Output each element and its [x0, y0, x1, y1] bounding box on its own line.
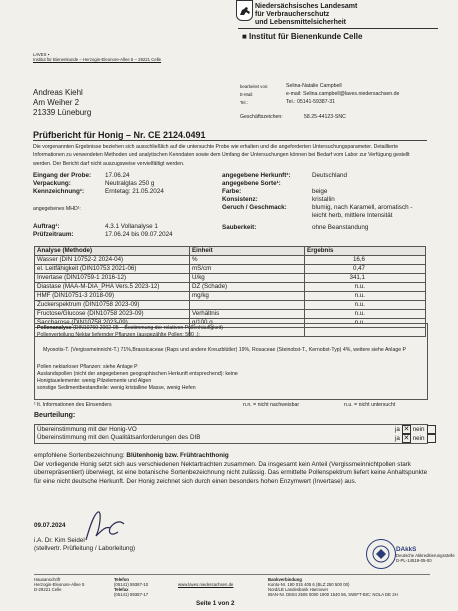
table-row — [35, 274, 426, 283]
row-unit: Verhältnis — [190, 310, 305, 319]
test-period-label: Prüfzeitraum: — [33, 231, 74, 238]
sender-address: Institut für Bienenkunde – Herzogin-Eleonore-Allee 5 – 29221 Celle — [33, 57, 162, 62]
origin-value: Deutschland — [312, 172, 348, 179]
test-period-value: 17.06.24 bis 09.07.2024 — [105, 231, 173, 238]
table-header-row — [35, 247, 426, 256]
dakks-label: DAkkS — [396, 546, 417, 553]
phone-label: Tel.: — [240, 100, 248, 105]
intro-paragraph: Die vorgenannten Ergebnisse beziehen sich ausschließlich auf die untersuchte Probe wie erhalten und die angeforderten Untersuchungsparameter. Detaillierte Informationen zu verwendeten Methoden und analytischen Kenndaten sowie dem Umfang der Untersuchungen können bei Bedarf vom Labor zur Verfügung gestellt werden. Der Bericht darf nicht auszugsweise vervielfältigt werden. — [33, 144, 410, 167]
table-row — [35, 301, 426, 310]
variety-label: angegebene Sorte¹: — [222, 180, 281, 187]
footer-address-line1: Hausanschrift — [34, 577, 61, 582]
table-row — [35, 310, 426, 319]
pollen-title-bold: Pollenanalyse — [37, 325, 72, 331]
row-result: n.u. — [305, 301, 426, 310]
lower-saxony-horse-logo — [236, 0, 253, 21]
sender-label: LAVES ▪ — [33, 52, 50, 57]
table-row — [35, 283, 426, 292]
col-result: Ergebnis — [305, 247, 426, 256]
marking-value: Erntetag: 21.05.2024 — [105, 188, 164, 195]
footer-address-line3: D-29221 Celle — [34, 587, 62, 592]
row-unit: DZ (Schade) — [190, 283, 305, 292]
assessment-row-1-label: Übereinstimmung mit der Honig-VO — [37, 426, 137, 433]
marking-label: Kennzeichnung¹: — [33, 188, 85, 195]
received-label: Eingang der Probe: — [33, 172, 92, 179]
yes-checkbox-1: ✕ — [403, 426, 410, 433]
smell-taste-line2: leicht herb, mittlere Intensität — [312, 212, 393, 219]
row-result: 16,6 — [305, 256, 426, 265]
row-name: Saccharose (DIN10758 2023-09) — [35, 319, 190, 328]
row-result: 341,1 — [305, 274, 426, 283]
yes-label: ja — [395, 426, 400, 434]
assessment-box — [34, 424, 428, 444]
assessment-row-1-choices — [395, 425, 436, 434]
pollen-analysis-box — [34, 323, 428, 400]
agency-name-line1: Niedersächsisches Landesamt — [255, 3, 358, 10]
row-result: n.u. — [305, 292, 426, 301]
row-result: n.u. — [305, 283, 426, 292]
signature-name: i.A. Dr. Kim Seidel — [34, 537, 85, 544]
row-unit: % — [190, 256, 305, 265]
footnote-nn: n.n. = nicht nachweisbar — [243, 402, 300, 408]
row-name: Diastase (MAA-M-DIA_PHA Vers.5 2023-12) — [35, 283, 190, 292]
institute-name: ■ Institut für Bienenkunde Celle — [242, 32, 363, 41]
row-unit: g/100 g — [190, 319, 305, 328]
row-name: el. Leitfähigkeit (DIN10753 2021-06) — [35, 265, 190, 274]
file-number-value: 58.25-44123-SNC — [304, 114, 346, 120]
smell-taste-label: Geruch / Geschmack: — [222, 204, 287, 211]
conclusion-paragraph: Der vorliegende Honig setzt sich aus verschiedenen Nektartrachten zusammen. Da insgesamt kein Anteil (Vergissmeinnichtpollen stark überrepräsentiert) überwiegt, ist eine botanische Sortenbezeichnung nicht zulässig. Das ermittelte Pollenspektrum liefert keine Anhaltspunkte für eine nicht deutsche Herkunft. Der Honig zeichnet sich durch einen besonders hohen Enzymwert (Invertase) aus. — [34, 461, 428, 485]
no-checkbox-2 — [427, 434, 436, 443]
no-label: nein — [412, 426, 425, 434]
recipient-street: Am Weiher 2 — [33, 98, 80, 107]
pollen-title — [37, 325, 223, 331]
recommendation-label: empfohlene Sortenbezeichnung: — [34, 452, 125, 459]
yes-checkbox-2: ✕ — [403, 435, 410, 442]
agency-name-line2: für Verbraucherschutz — [255, 11, 330, 18]
consistency-label: Konsistenz: — [222, 196, 258, 203]
packaging-value: Neutralglas 250 g — [105, 180, 155, 187]
row-unit: mg/kg — [190, 292, 305, 301]
processor-name: Selina-Natalie Campbell — [286, 83, 342, 89]
col-analysis: Analyse (Methode) — [35, 247, 190, 256]
footer-bank-line1: Konto-Nr. 190 015 405 6 (BLZ 250 500 00) — [268, 582, 350, 587]
phone-value: Tel.: 05141-59387-31 — [286, 99, 336, 105]
mhd-label: angegebenes MHD¹: — [33, 206, 81, 212]
pollen-sediment: sonstige Sedimentbestandteile: wenig kristalline Masse, wenig Hefen — [37, 385, 196, 391]
row-result: n.u. — [305, 319, 426, 328]
signature-role: (stellvertr. Prüfleitung / Laborleitung) — [34, 545, 136, 552]
yes-label: ja — [395, 435, 400, 443]
row-result: n.u. — [305, 310, 426, 319]
order-value: 4.3.1 Vollanalyse 1 — [105, 223, 158, 230]
email-value: e-mail: Selina.campbell@laves.niedersachsen.de — [286, 91, 400, 97]
email-label: E-Mail: — [240, 92, 254, 97]
file-number-label: Geschäftszeichen: — [240, 114, 283, 120]
footnote-nb: n.u. = nicht untersucht — [344, 402, 396, 408]
dakks-seal — [366, 539, 396, 569]
assessment-heading: Beurteilung: — [34, 412, 76, 419]
row-name: Invertase (DIN10759-1 2016-12) — [35, 274, 190, 283]
cleanliness-label: Sauberkeit: — [222, 224, 257, 231]
col-unit: Einheit — [190, 247, 305, 256]
row-name: Zuckerspektrum (DIN10758 2023-09) — [35, 301, 190, 310]
row-result: 0,47 — [305, 265, 426, 274]
recommendation — [34, 452, 229, 459]
report-title: Prüfbericht für Honig – Nr. CE 2124.0491 — [33, 130, 206, 140]
no-label: nein — [412, 435, 425, 443]
dakks-subtitle: Deutsche Akkreditierungsstelle — [396, 553, 455, 558]
origin-label: angegebene Herkunft¹: — [222, 172, 291, 179]
table-row — [35, 256, 426, 265]
handwritten-signature — [80, 506, 128, 546]
footer-bank-line2: Nord/LB Landesbank Hannover — [268, 587, 329, 592]
footer-website-link[interactable]: www.laves.niedersachsen.de — [178, 582, 234, 587]
footer-bank-line3: IBAN-Nr. DE84 2505 0000 1900 1540 56, SWIFT-BIC: NOLA DE 2H — [268, 592, 398, 597]
footer-bank-label: Bankverbindung — [268, 577, 302, 582]
header-divider — [238, 28, 438, 29]
color-label: Farbe: — [222, 188, 242, 195]
assessment-row-2-choices — [395, 434, 436, 443]
processor-label: bearbeitet von: — [240, 84, 269, 89]
packaging-label: Verpackung: — [33, 180, 71, 187]
pollen-nectar-list: Myosotis-T. (Vergissmeinnicht-T.) 71%,Brassicaceae (Raps und andere Kreuzblütler) 19%, Rosaceae (Steinobst-T., Kernobst-Typ) 4%, weitere siehe Anlage P — [43, 347, 406, 353]
color-value: beige — [312, 188, 328, 195]
signature-date: 09.07.2024 — [34, 522, 66, 529]
row-unit: mS/cm — [190, 265, 305, 274]
assessment-row-2-label: Übereinstimmung mit den Qualitätsanforderungen des DIB — [37, 434, 201, 441]
cleanliness-value: ohne Beanstandung — [312, 224, 369, 231]
title-underline — [33, 140, 427, 141]
received-value: 17.06.24 — [105, 172, 130, 179]
footer-phone: (05141) 59387-10 — [114, 582, 149, 587]
consistency-value: kristallin — [312, 196, 335, 203]
table-row — [35, 265, 426, 274]
pollen-honeydew: Honigtauelemente: wenig Pilzelemente und Algen — [37, 378, 152, 384]
recipient-name: Andreas Kiehl — [33, 88, 83, 97]
pollen-non-nectar: Pollen nektarloser Pflanzen: siehe Anlage P — [37, 364, 138, 370]
footer-divider — [34, 574, 430, 575]
footer-address-line2: Herzogin-Eleonore-Allee 5 — [34, 582, 85, 587]
footnote-sender-info: ¹ lt. Informationen des Einsenders — [34, 402, 112, 408]
recommendation-value: Blütenhonig bzw. Frühtrachthonig — [126, 452, 229, 459]
agency-name-line3: und Lebensmittelsicherheit — [255, 19, 347, 26]
row-name: HMF (DIN10751-3 2018-09) — [35, 292, 190, 301]
pollen-nectar-heading: Pollenverteilung Nektar liefernder Pflanzen (ausgezählte Pollen: 500 .): — [37, 332, 200, 338]
row-name: Wasser (DIN 10752-2 2024-04) — [35, 256, 190, 265]
recipient-city: 21339 Lüneburg — [33, 108, 92, 117]
row-unit — [190, 301, 305, 310]
footer-fax-label: Telefax — [114, 587, 129, 592]
order-label: Auftrag¹: — [33, 223, 60, 230]
footer-fax: (05141) 59387-17 — [114, 592, 149, 597]
row-unit: U/kg — [190, 274, 305, 283]
footer-phone-label: Telefon — [114, 577, 129, 582]
row-name: Fructose/Glucose (DIN10758 2023-09) — [35, 310, 190, 319]
table-row — [35, 292, 426, 301]
pollen-foreign: Auslandspollen (nicht der angegebenen geographischen Herkunft entsprechend): keine — [37, 371, 238, 377]
dakks-number: D-PL-14519-05-00 — [396, 558, 432, 563]
smell-taste-line1: blumig, nach Karamell, aromatisch - — [312, 204, 413, 211]
no-checkbox-1 — [427, 425, 436, 434]
pollen-title-rest: (DIN10760 2002-05 – Bestimmung der relativen Pollenhäufigkeit) — [73, 325, 224, 331]
page-number: Seite 1 von 2 — [196, 600, 235, 607]
